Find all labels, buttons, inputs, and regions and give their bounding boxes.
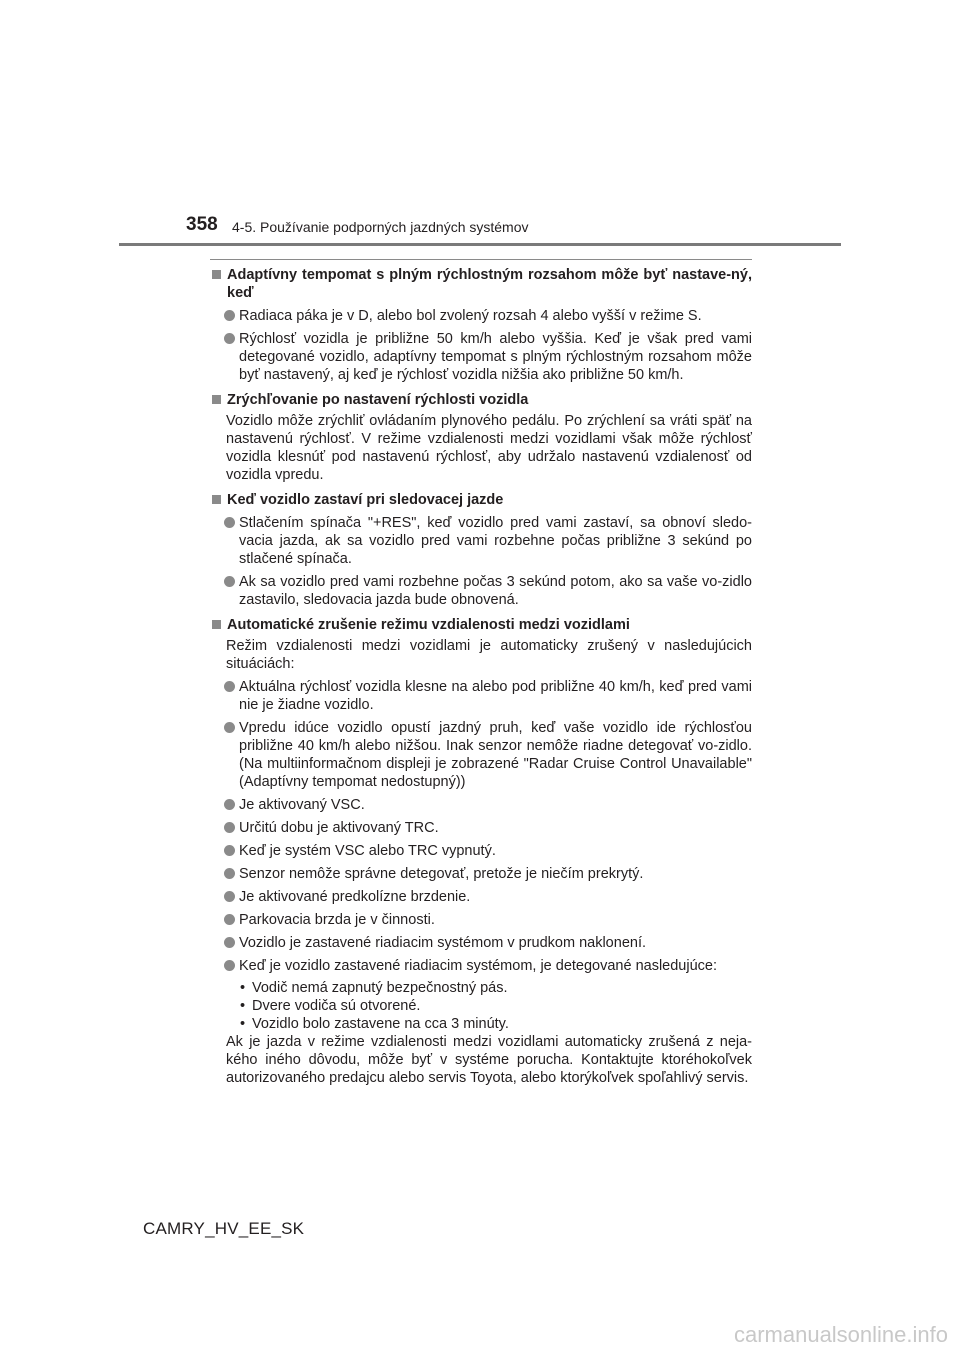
- square-bullet-icon: [212, 495, 221, 504]
- sub-list-item: • Vozidlo bolo zastavene na cca 3 minúty.: [240, 1016, 509, 1032]
- circle-bullet-icon: [224, 799, 235, 810]
- list-item: Určitú dobu je aktivovaný TRC.: [210, 819, 752, 837]
- section-heading: Adaptívny tempomat s plným rýchlostným rozsahom môže byť nastave-ný, keď: [210, 266, 752, 302]
- list-item: Stlačením spínača "+RES", keď vozidlo pred vami zastaví, sa obnoví sledo-vacia jazda, ak sa vozidlo pred vami rozbehne počas približne 3 sekúnd po stlačené spínača.: [210, 514, 752, 568]
- page-content: [210, 266, 752, 1087]
- circle-bullet-icon: [224, 845, 235, 856]
- list-item: Rýchlosť vozidla je približne 50 km/h alebo vyššia. Keď je však pred vami detegované vozidlo, adaptívny tempomat s plným rýchlostným rozsahom môže byť nastavený, aj keď je rýchlosť vozidla nižšia ako približne 50 km/h.: [210, 330, 752, 384]
- list-item: Keď je systém VSC alebo TRC vypnutý.: [210, 842, 752, 860]
- circle-bullet-icon: [224, 891, 235, 902]
- section-heading: Keď vozidlo zastaví pri sledovacej jazde: [210, 491, 752, 509]
- list-item: Radiaca páka je v D, alebo bol zvolený rozsah 4 alebo vyšší v režime S.: [210, 307, 752, 325]
- sub-list: [210, 979, 752, 1033]
- circle-bullet-icon: [224, 914, 235, 925]
- list-item: Keď je vozidlo zastavené riadiacim systémom, je detegované nasledujúce:: [210, 957, 752, 975]
- circle-bullet-icon: [224, 937, 235, 948]
- circle-bullet-icon: [224, 517, 235, 528]
- header-divider: [119, 243, 841, 246]
- circle-bullet-icon: [224, 960, 235, 971]
- circle-bullet-icon: [224, 333, 235, 344]
- circle-bullet-icon: [224, 722, 235, 733]
- watermark: carmanualsonline.info: [733, 1322, 948, 1347]
- square-bullet-icon: [212, 270, 221, 279]
- square-bullet-icon: [212, 395, 221, 404]
- list-item: Vpredu idúce vozidlo opustí jazdný pruh, keď vaše vozidlo ide rýchlosťou približne 40 km/h alebo nižšou. Inak senzor nemôže riadne detegovať vo-zidlo. (Na multiinformačnom displeji je zobrazené "Radar Cruise Control Unavailable" (Adaptívny tempomat nedostupný)): [210, 719, 752, 791]
- dot-bullet-icon: •: [240, 980, 246, 996]
- section-heading: Automatické zrušenie režimu vzdialenosti medzi vozidlami: [210, 616, 752, 634]
- body-paragraph: Vozidlo môže zrýchliť ovládaním plynového pedálu. Po zrýchlení sa vráti späť na nastavenú rýchlosť. V režime vzdialenosti medzi vozidlami však môže rýchlosť vozidla klesnúť pod nastavenú rýchlosť, aby udržalo nastavenú vzdialenosť od vozidla vpredu.: [226, 413, 752, 483]
- list-item: Parkovacia brzda je v činnosti.: [210, 911, 752, 929]
- page-number: 358: [186, 214, 218, 235]
- sub-list-item: • Vodič nemá zapnutý bezpečnostný pás.: [240, 980, 508, 996]
- list-item: Aktuálna rýchlosť vozidla klesne na alebo pod približne 40 km/h, keď pred vami nie je žiadne vozidlo.: [210, 678, 752, 714]
- sub-list-item: • Dvere vodiča sú otvorené.: [240, 998, 421, 1014]
- model-code: CAMRY_HV_EE_SK: [143, 1219, 305, 1238]
- section-heading: Zrýchľovanie po nastavení rýchlosti vozidla: [210, 391, 752, 409]
- list-item: Je aktivovaný VSC.: [210, 796, 752, 814]
- dot-bullet-icon: •: [240, 1016, 246, 1032]
- closing-paragraph: Ak je jazda v režime vzdialenosti medzi vozidlami automaticky zrušená z neja-kého iného dôvodu, môže byť v systéme porucha. Kontaktujte ktoréhokoľvek autorizovaného predajcu alebo servis Toyota, alebo ktorýkoľvek spoľahlivý servis.: [226, 1034, 752, 1086]
- list-item: Vozidlo je zastavené riadiacim systémom v prudkom naklonení.: [210, 934, 752, 952]
- section-title: 4-5. Používanie podporných jazdných systémov: [232, 219, 529, 235]
- list-item: Senzor nemôže správne detegovať, pretože je niečím prekrytý.: [210, 865, 752, 883]
- content-divider: [210, 259, 752, 260]
- circle-bullet-icon: [224, 576, 235, 587]
- circle-bullet-icon: [224, 681, 235, 692]
- list-item: Je aktivované predkolízne brzdenie.: [210, 888, 752, 906]
- square-bullet-icon: [212, 620, 221, 629]
- circle-bullet-icon: [224, 310, 235, 321]
- dot-bullet-icon: •: [240, 998, 246, 1014]
- circle-bullet-icon: [224, 868, 235, 879]
- circle-bullet-icon: [224, 822, 235, 833]
- list-item: Ak sa vozidlo pred vami rozbehne počas 3 sekúnd potom, ako sa vaše vo-zidlo zastavilo, sledovacia jazda bude obnovená.: [210, 573, 752, 609]
- body-paragraph: Režim vzdialenosti medzi vozidlami je automaticky zrušený v nasledujúcich situáciách:: [226, 638, 752, 672]
